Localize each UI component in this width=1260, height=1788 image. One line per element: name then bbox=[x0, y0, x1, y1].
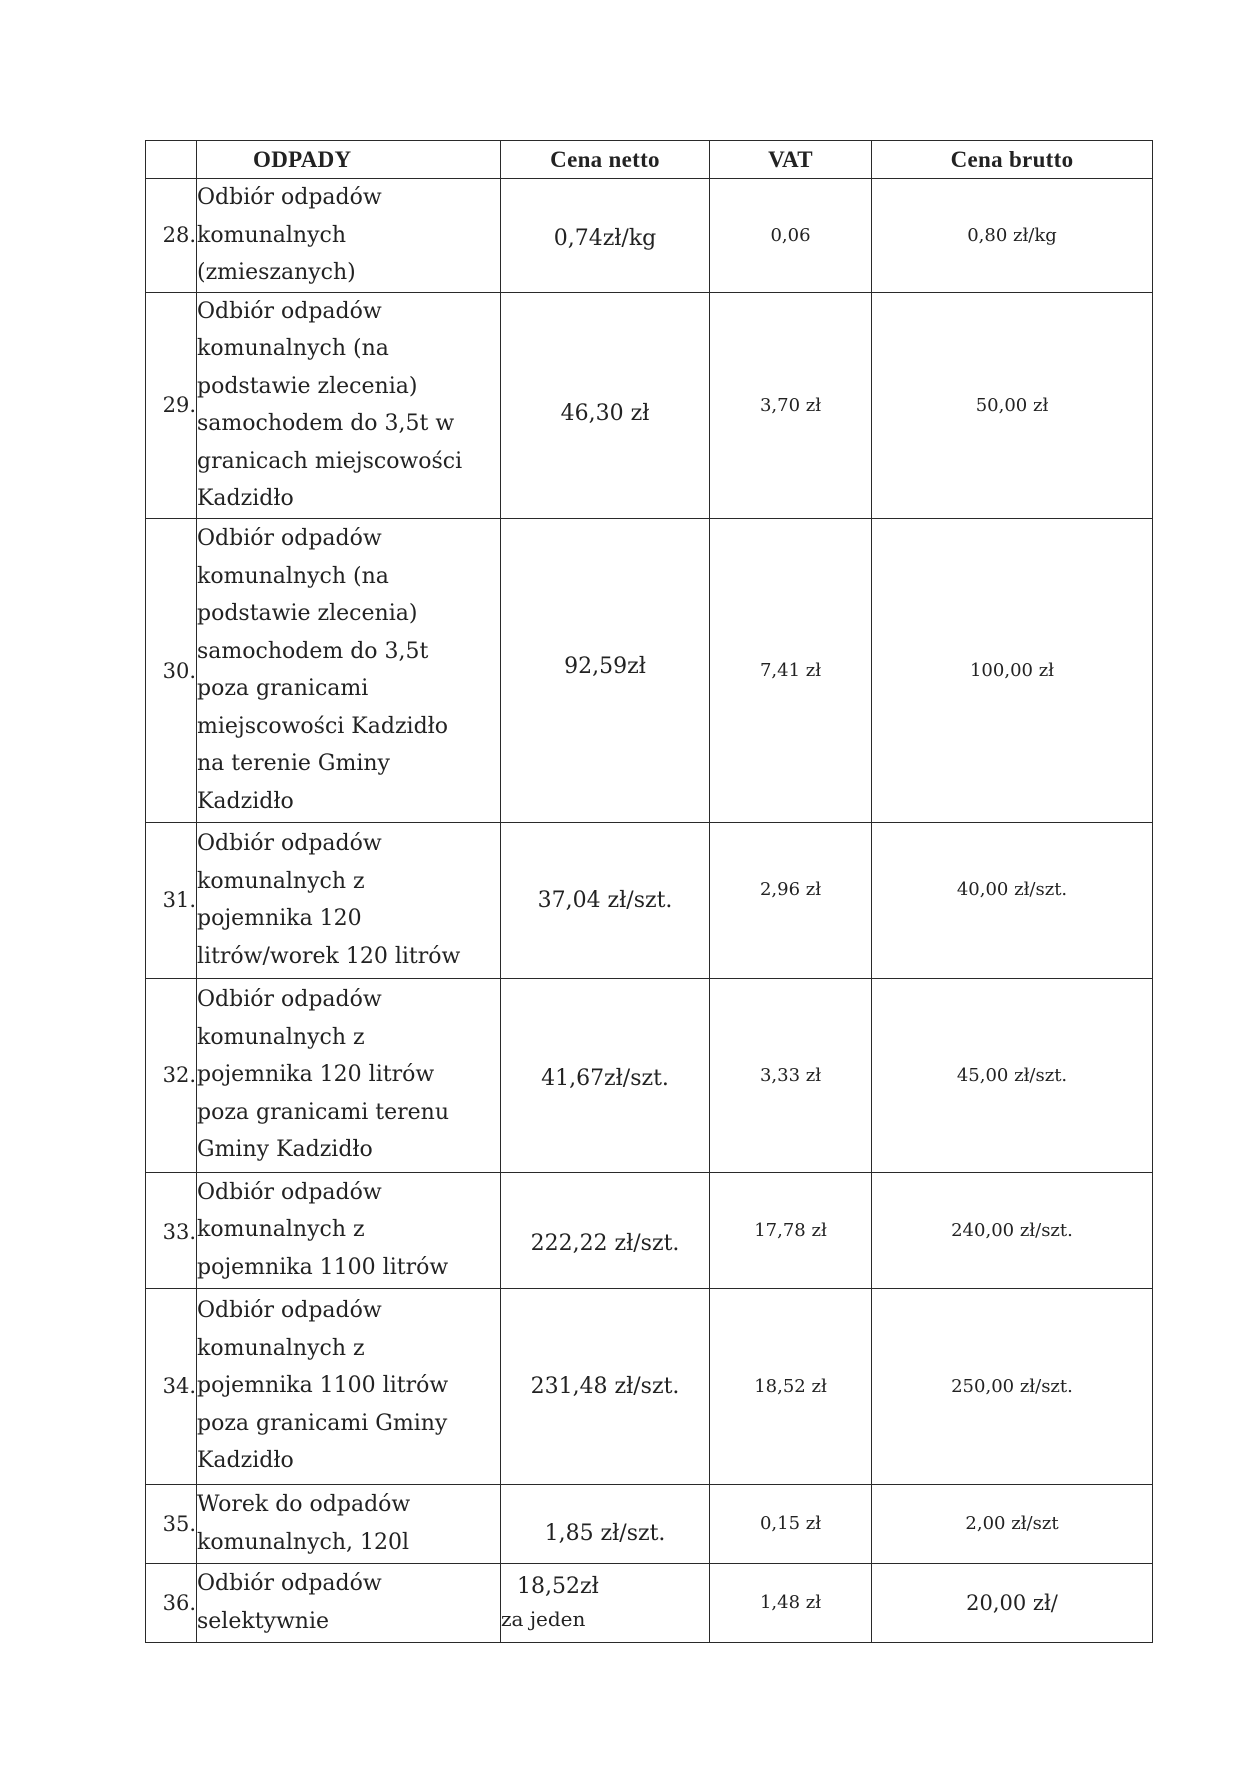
row-cena-brutto: 40,00 zł/szt. bbox=[872, 822, 1153, 978]
row-cena-netto: 222,22 zł/szt. bbox=[501, 1172, 710, 1288]
row-cena-brutto: 100,00 zł bbox=[872, 518, 1153, 822]
table-header-row bbox=[146, 141, 1153, 179]
netto-value: 18,52zł bbox=[517, 1573, 599, 1599]
row-cena-netto: 1,85 zł/szt. bbox=[501, 1484, 710, 1563]
row-number: 28. bbox=[146, 179, 197, 293]
price-table bbox=[145, 140, 1153, 1643]
row-cena-netto bbox=[501, 1563, 710, 1642]
header-odpady: ODPADY bbox=[197, 141, 501, 179]
table-row bbox=[146, 1288, 1153, 1484]
row-number: 36. bbox=[146, 1563, 197, 1642]
row-cena-brutto: 240,00 zł/szt. bbox=[872, 1172, 1153, 1288]
row-vat: 0,06 bbox=[710, 179, 872, 293]
row-number: 29. bbox=[146, 292, 197, 518]
header-cena-brutto: Cena brutto bbox=[872, 141, 1153, 179]
header-number bbox=[146, 141, 197, 179]
row-cena-netto: 92,59zł bbox=[501, 518, 710, 822]
header-vat: VAT bbox=[710, 141, 872, 179]
row-cena-netto: 46,30 zł bbox=[501, 292, 710, 518]
row-vat: 7,41 zł bbox=[710, 518, 872, 822]
row-vat: 1,48 zł bbox=[710, 1563, 872, 1642]
row-vat: 18,52 zł bbox=[710, 1288, 872, 1484]
row-number: 33. bbox=[146, 1172, 197, 1288]
row-description: Odbiór odpadów komunalnych (na podstawie zlecenia) samochodem do 3,5t poza granicami miejscowości Kadzidło na terenie Gminy Kadzidło bbox=[197, 518, 501, 822]
row-number: 35. bbox=[146, 1484, 197, 1563]
table-row bbox=[146, 1172, 1153, 1288]
row-description: Odbiór odpadów komunalnych (na podstawie zlecenia) samochodem do 3,5t w granicach miejscowości Kadzidło bbox=[197, 292, 501, 518]
row-vat: 3,33 zł bbox=[710, 978, 872, 1172]
row-number: 30. bbox=[146, 518, 197, 822]
row-description: Odbiór odpadów komunalnych z pojemnika 120 litrów/worek 120 litrów bbox=[197, 822, 501, 978]
row-cena-brutto: 45,00 zł/szt. bbox=[872, 978, 1153, 1172]
row-vat: 0,15 zł bbox=[710, 1484, 872, 1563]
row-description: Odbiór odpadów komunalnych z pojemnika 1100 litrów bbox=[197, 1172, 501, 1288]
table-row bbox=[146, 179, 1153, 293]
netto-note: za jeden bbox=[501, 1606, 586, 1631]
table-row bbox=[146, 822, 1153, 978]
header-cena-netto: Cena netto bbox=[501, 141, 710, 179]
row-number: 34. bbox=[146, 1288, 197, 1484]
row-cena-brutto: 20,00 zł/ bbox=[872, 1563, 1153, 1642]
table-row bbox=[146, 1563, 1153, 1642]
row-vat: 3,70 zł bbox=[710, 292, 872, 518]
row-cena-netto: 231,48 zł/szt. bbox=[501, 1288, 710, 1484]
row-description: Odbiór odpadów komunalnych (zmieszanych) bbox=[197, 179, 501, 293]
table-row bbox=[146, 292, 1153, 518]
row-vat: 17,78 zł bbox=[710, 1172, 872, 1288]
row-cena-netto: 37,04 zł/szt. bbox=[501, 822, 710, 978]
row-description: Odbiór odpadów selektywnie bbox=[197, 1563, 501, 1642]
row-description: Worek do odpadów komunalnych, 120l bbox=[197, 1484, 501, 1563]
row-description: Odbiór odpadów komunalnych z pojemnika 120 litrów poza granicami terenu Gminy Kadzidło bbox=[197, 978, 501, 1172]
row-cena-netto: 0,74zł/kg bbox=[501, 179, 710, 293]
row-cena-brutto: 2,00 zł/szt bbox=[872, 1484, 1153, 1563]
row-cena-netto: 41,67zł/szt. bbox=[501, 978, 710, 1172]
table-row bbox=[146, 978, 1153, 1172]
table-row bbox=[146, 1484, 1153, 1563]
row-description: Odbiór odpadów komunalnych z pojemnika 1100 litrów poza granicami Gminy Kadzidło bbox=[197, 1288, 501, 1484]
row-number: 31. bbox=[146, 822, 197, 978]
row-cena-brutto: 50,00 zł bbox=[872, 292, 1153, 518]
row-number: 32. bbox=[146, 978, 197, 1172]
row-cena-brutto: 250,00 zł/szt. bbox=[872, 1288, 1153, 1484]
table-row bbox=[146, 518, 1153, 822]
row-vat: 2,96 zł bbox=[710, 822, 872, 978]
row-cena-brutto: 0,80 zł/kg bbox=[872, 179, 1153, 293]
